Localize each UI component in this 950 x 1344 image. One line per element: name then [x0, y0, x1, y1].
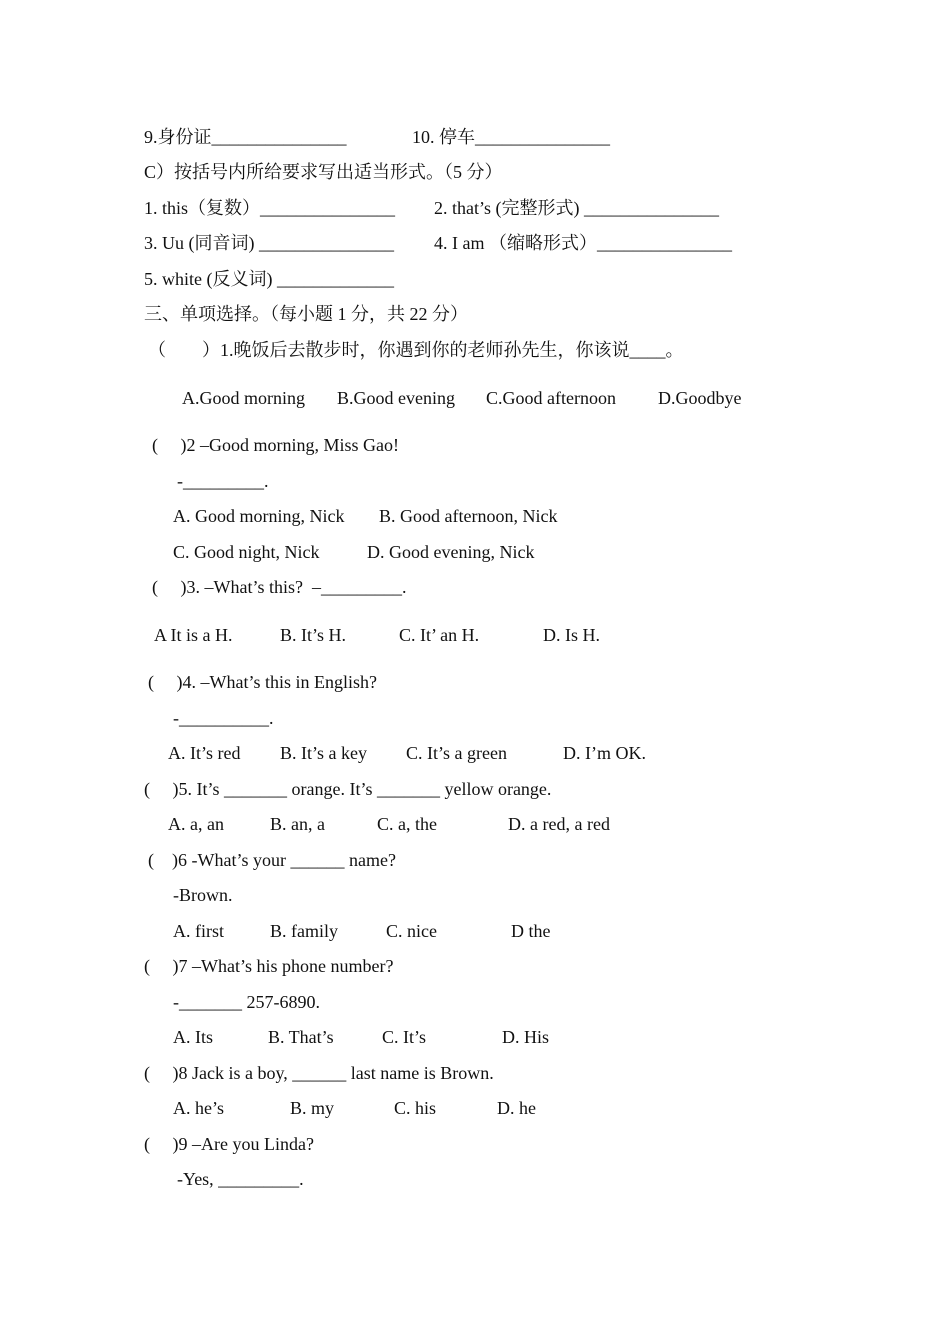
section-c-q1: 1. this（复数）_______________	[144, 198, 396, 218]
question-1-option-b: B.Good evening	[337, 388, 455, 408]
question-4-option-b: B. It’s a key	[280, 743, 367, 763]
section-c-heading: C）按括号内所给要求写出适当形式。（5 分）	[144, 162, 503, 182]
question-8-stem: ( )8 Jack is a boy, ______ last name is Brown.	[144, 1063, 494, 1083]
question-3-option-c: C. It’ an H.	[399, 625, 480, 645]
section-c-q4: 4. I am （缩略形式）_______________	[434, 233, 732, 253]
question-7-option-b: B. That’s	[268, 1027, 334, 1047]
question-3-option-a: A It is a H.	[154, 625, 233, 645]
question-6-stem: ( )6 -What’s your ______ name?	[148, 850, 396, 870]
question-2-option-b: B. Good afternoon, Nick	[379, 506, 558, 526]
question-2-option-a: A. Good morning, Nick	[173, 506, 345, 526]
question-4-option-c: C. It’s a green	[406, 743, 507, 763]
question-2-option-d: D. Good evening, Nick	[367, 542, 535, 562]
question-4-option-d: D. I’m OK.	[563, 743, 646, 763]
question-4-stem: ( )4. –What’s this in English?	[148, 672, 377, 692]
vocab-item-9: 9.身份证_______________	[144, 127, 347, 147]
question-3-option-d: D. Is H.	[543, 625, 600, 645]
question-7-stem: ( )7 –What’s his phone number?	[144, 956, 394, 976]
question-6-option-a: A. first	[173, 921, 224, 941]
question-3-stem: ( )3. –What’s this? –_________.	[152, 577, 407, 597]
question-6-option-b: B. family	[270, 921, 338, 941]
question-9-reply: -Yes, _________.	[177, 1169, 304, 1189]
question-7-option-d: D. His	[502, 1027, 550, 1047]
question-7-option-a: A. Its	[173, 1027, 213, 1047]
vocab-item-10: 10. 停车_______________	[412, 127, 610, 147]
question-7-reply: -_______ 257-6890.	[173, 992, 320, 1012]
question-2-stem: ( )2 –Good morning, Miss Gao!	[152, 435, 399, 455]
question-8-option-b: B. my	[290, 1098, 335, 1118]
question-6-option-c: C. nice	[386, 921, 437, 941]
question-8-option-c: C. his	[394, 1098, 437, 1118]
question-5-option-a: A. a, an	[168, 814, 224, 834]
question-8-option-a: A. he’s	[173, 1098, 224, 1118]
question-1-stem: （ ）1.晚饭后去散步时，你遇到你的老师孙先生，你该说____。	[148, 340, 684, 360]
question-4-option-a: A. It’s red	[168, 743, 241, 763]
question-6-reply: -Brown.	[173, 885, 233, 905]
question-3-option-b: B. It’s H.	[280, 625, 347, 645]
section-c-q3: 3. Uu (同音词) _______________	[144, 233, 394, 253]
question-1-option-a: A.Good morning	[182, 388, 305, 408]
question-5-option-c: C. a, the	[377, 814, 437, 834]
question-1-option-c: C.Good afternoon	[486, 388, 616, 408]
section-c-q5: 5. white (反义词) _____________	[144, 269, 394, 289]
question-5-stem: ( )5. It’s _______ orange. It’s _______ yellow orange.	[144, 779, 552, 799]
question-9-stem: ( )9 –Are you Linda?	[144, 1134, 314, 1154]
question-7-option-c: C. It’s	[382, 1027, 427, 1047]
section-three-heading: 三、单项选择。（每小题 1 分，共 22 分）	[144, 304, 468, 324]
question-2-option-c: C. Good night, Nick	[173, 542, 320, 562]
question-6-option-d: D the	[511, 921, 551, 941]
question-4-reply: -__________.	[173, 708, 274, 728]
question-2-reply: -_________.	[177, 471, 269, 491]
question-1-option-d: D.Goodbye	[658, 388, 742, 408]
question-5-option-b: B. an, a	[270, 814, 325, 834]
question-5-option-d: D. a red, a red	[508, 814, 610, 834]
question-8-option-d: D. he	[497, 1098, 536, 1118]
section-c-q2: 2. that’s (完整形式) _______________	[434, 198, 719, 218]
